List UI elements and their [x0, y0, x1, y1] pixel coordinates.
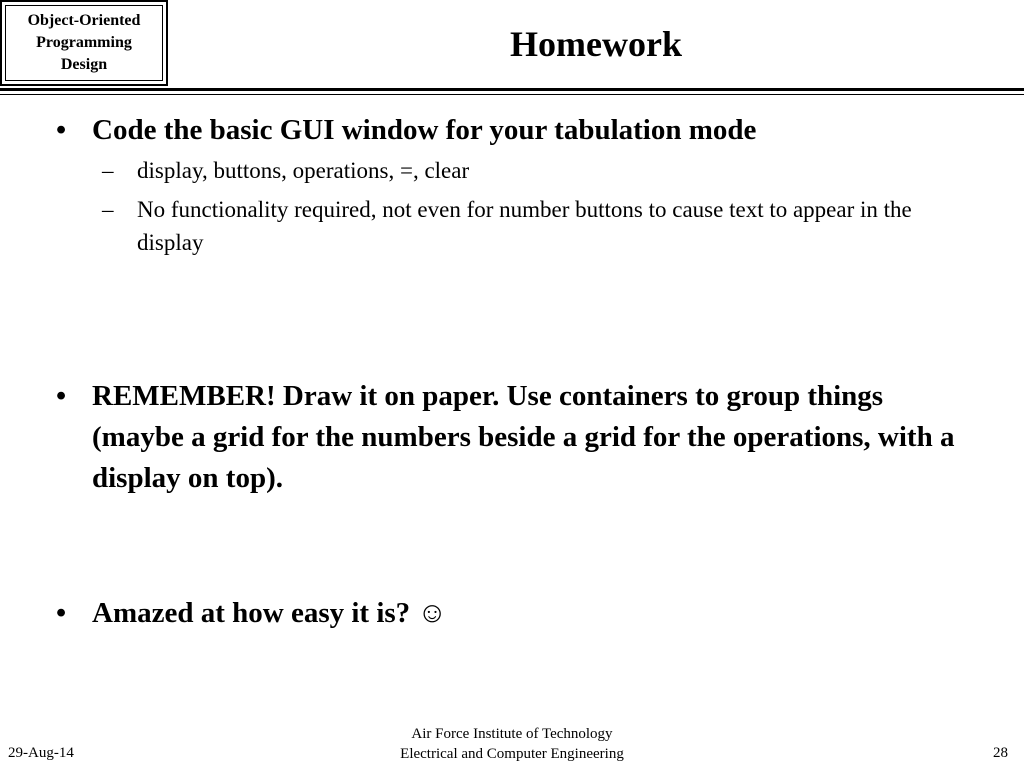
sub-bullet-item: [102, 193, 962, 259]
footer-date: 29-Aug-14: [8, 745, 74, 761]
bullet-item: [56, 110, 956, 151]
sub-bullet-text: No functionality required, not even for number buttons to cause text to appear in the display: [137, 197, 912, 255]
bullet-item: [56, 376, 956, 499]
course-title-line-3: Design: [60, 56, 108, 73]
course-title-frame: [5, 5, 163, 81]
bullet-marker: •: [56, 114, 67, 146]
footer-institution-line-1: Air Force Institute of Technology: [411, 726, 613, 742]
bullet-marker: •: [56, 380, 67, 412]
bullet-item: [56, 593, 956, 634]
bullet-marker: •: [56, 597, 67, 629]
course-title-line-2: Programming: [36, 34, 132, 51]
title-divider-thick: [0, 88, 1024, 91]
bullet-text: Code the basic GUI window for your tabulation mode: [92, 114, 757, 146]
course-title-box: [0, 0, 168, 86]
sub-bullet-text: display, buttons, operations, =, clear: [137, 158, 470, 183]
sub-bullet-item: [102, 154, 962, 187]
sub-bullet-marker: –: [102, 158, 114, 183]
title-divider-thin: [0, 94, 1024, 95]
course-title-line-1: Object-Oriented: [27, 12, 141, 29]
slide-title: Homework: [510, 24, 682, 64]
page-number: 28: [993, 745, 1008, 761]
bullet-text: Amazed at how easy it is? ☺: [92, 597, 448, 629]
footer-institution: [312, 724, 712, 764]
sub-bullet-marker: –: [102, 197, 114, 222]
bullet-text: REMEMBER! Draw it on paper. Use containers to group things (maybe a grid for the numbers beside a grid for the operations, with a display on top).: [92, 380, 955, 494]
footer-institution-line-2: Electrical and Computer Engineering: [400, 746, 624, 762]
